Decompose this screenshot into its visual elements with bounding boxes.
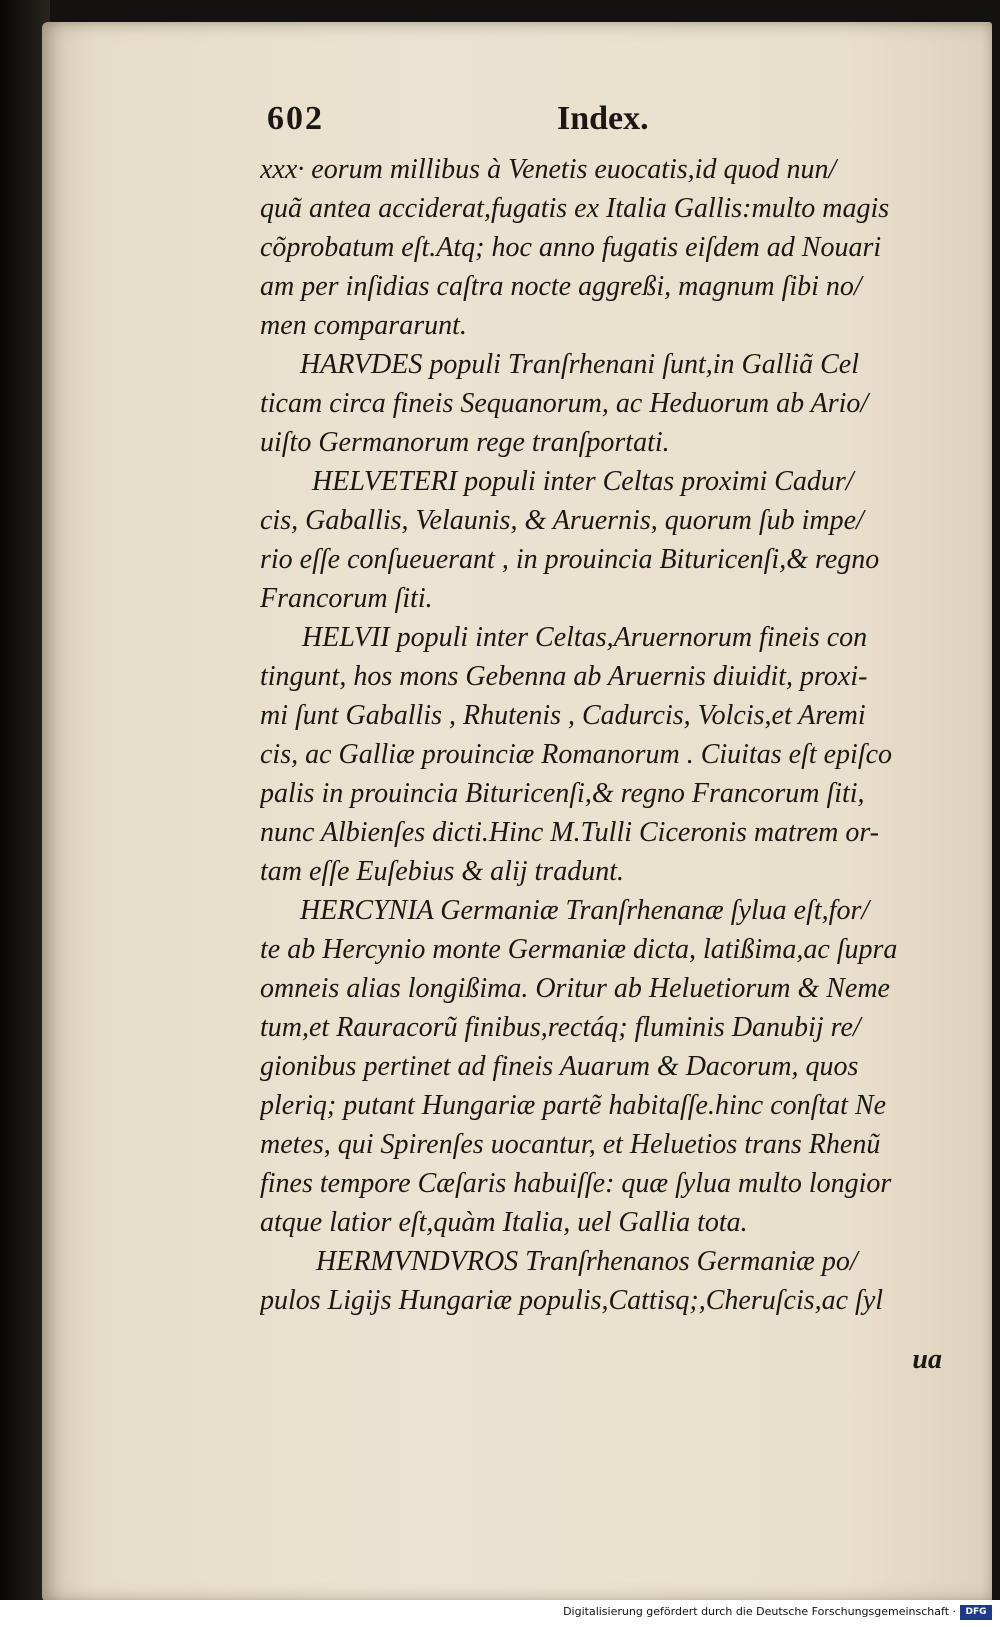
text-line: atque latior eſt,quàm Italia, uel Gallia tota. bbox=[260, 1207, 748, 1238]
text-line: HARVDES populi Tranſrhenani ſunt,in Galliã Cel bbox=[300, 349, 859, 380]
text-line: HELVETERI populi inter Celtas proximi Cadur/ bbox=[312, 466, 854, 497]
footer-credit-text: Digitalisierung gefördert durch die Deutsche Forschungsgemeinschaft · bbox=[563, 1605, 956, 1618]
text-line: palis in prouincia Bituricenſi,& regno Francorum ſiti, bbox=[260, 778, 865, 809]
text-line: fines tempore Cæſaris habuiſſe: quæ ſylua multo longior bbox=[260, 1168, 892, 1199]
dfg-logo-icon: DFG bbox=[960, 1605, 992, 1620]
text-line: metes, qui Spirenſes uocantur, et Heluetios trans Rhenũ bbox=[260, 1129, 881, 1160]
text-line: pleriq; putant Hungariæ partẽ habitaſſe.hinc conſtat Ne bbox=[260, 1090, 887, 1121]
digitization-footer bbox=[0, 1600, 1000, 1627]
text-line: HELVII populi inter Celtas,Aruernorum fineis con bbox=[302, 622, 868, 653]
text-line: omneis alias longißima. Oritur ab Heluetiorum & Neme bbox=[260, 973, 890, 1004]
text-line: nunc Albienſes dicti.Hinc M.Tulli Ciceronis matrem or- bbox=[260, 817, 880, 848]
page-header bbox=[267, 100, 907, 150]
text-line: tum,et Rauracorũ finibus,rectáq; fluminis Danubij re/ bbox=[260, 1012, 861, 1043]
text-line: uiſto Germanorum rege tranſportati. bbox=[260, 427, 670, 458]
text-line: tingunt, hos mons Gebenna ab Aruernis diuidit, proxi- bbox=[260, 661, 868, 692]
text-line: xxx· eorum millibus à Venetis euocatis,id quod nun/ bbox=[260, 154, 837, 185]
text-line: cis, Gaballis, Velaunis, & Aruernis, quorum ſub impe/ bbox=[260, 505, 864, 536]
index-text-block bbox=[260, 150, 960, 1320]
text-line: ticam circa fineis Sequanorum, ac Heduorum ab Ario/ bbox=[260, 388, 869, 419]
catchword: ua bbox=[912, 1344, 942, 1375]
text-line: te ab Hercynio monte Germaniæ dicta, latißima,ac ſupra bbox=[260, 934, 898, 965]
text-line: gionibus pertinet ad fineis Auarum & Dacorum, quos bbox=[260, 1051, 859, 1082]
text-line: Francorum ſiti. bbox=[260, 583, 433, 614]
text-line: quã antea acciderat,fugatis ex Italia Gallis:multo magis bbox=[260, 193, 890, 224]
text-line: tam eſſe Euſebius & alij tradunt. bbox=[260, 856, 624, 887]
text-line: rio eſſe conſueuerant , in prouincia Bituricenſi,& regno bbox=[260, 544, 880, 575]
page-number: 602 bbox=[267, 100, 324, 137]
text-line: HERMVNDVROS Tranſrhenanos Germaniæ po/ bbox=[316, 1246, 858, 1277]
text-line: men compararunt. bbox=[260, 310, 467, 341]
text-line: cis, ac Galliæ prouinciæ Romanorum . Ciuitas eſt epiſco bbox=[260, 739, 893, 770]
running-head: Index. bbox=[557, 100, 649, 137]
text-line: HERCYNIA Germaniæ Tranſrhenanæ ſylua eſt,for/ bbox=[300, 895, 870, 926]
text-line: pulos Ligijs Hungariæ populis,Cattisq;,Cheruſcis,ac ſyl bbox=[260, 1285, 884, 1316]
text-line: cõprobatum eſt.Atq; hoc anno fugatis eiſdem ad Nouari bbox=[260, 232, 882, 263]
book-page bbox=[42, 22, 992, 1602]
text-line: am per inſidias caſtra nocte aggreßi, magnum ſibi no/ bbox=[260, 271, 862, 302]
text-line: mi ſunt Gaballis , Rhutenis , Cadurcis, Volcis,et Aremi bbox=[260, 700, 866, 731]
